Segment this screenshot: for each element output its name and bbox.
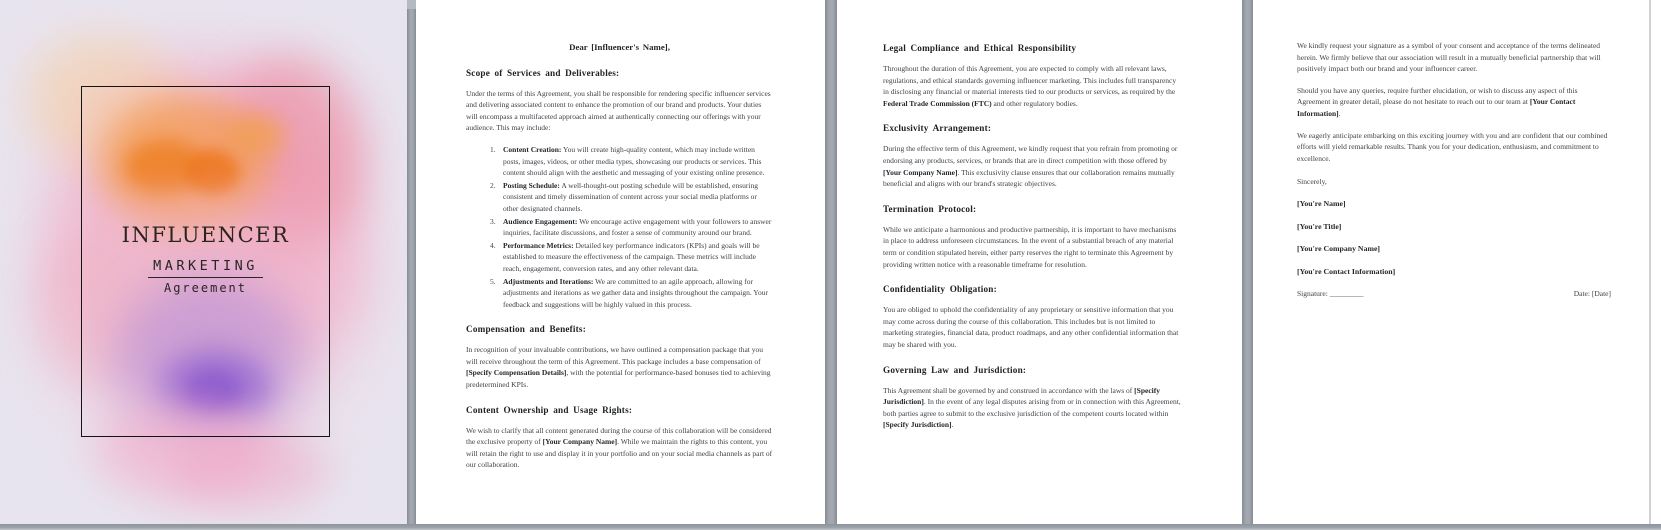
paragraph: While we anticipate a harmonious and productive partnership, it is important to have mechanisms in place to address unforeseen circumstances. In the event of a substantial breach of any material term or condition stipulated herein, either party reserves the right to terminate this Agreement by providing written notice with a reasonable timeframe for resolution. <box>883 224 1177 269</box>
cover-title: INFLUENCER <box>121 223 290 247</box>
pages-bottom-edge <box>0 524 1661 530</box>
text-segment: . <box>1338 108 1341 118</box>
paragraph <box>1297 85 1611 120</box>
date-label: Date: [Date] <box>1573 289 1611 299</box>
text-segment: and other regulatory bodies. <box>991 98 1078 108</box>
signature-row <box>1297 288 1611 300</box>
text-segment: Should you have any queries, require further elucidation, or wish to discuss any aspect of this Agreement in greater detail, please do not hesitate to reach out to our team at <box>1297 85 1578 107</box>
heading-content-ownership: Content Ownership and Usage Rights: <box>466 404 633 415</box>
heading-exclusivity: Exclusivity Arrangement: <box>883 123 992 134</box>
text-segment: [Specify Jurisdiction] <box>883 420 952 430</box>
list-number: 4. <box>490 240 496 250</box>
paragraph: We eagerly anticipate embarking on this exciting journey with you and are confident that our combined efforts will yield remarkable results. Thank you for your dedication, enthusiasm, and commitment to excellence. <box>1297 130 1608 163</box>
paragraph <box>883 385 1182 431</box>
paragraph: We kindly request your signature as a symbol of your consent and acceptance of the terms delineated herein. We firmly believe that our association will result in a mutually beneficial partnership that will positively impact both our brand and your influencer career. <box>1297 41 1601 74</box>
text-segment: We wish to clarify that all content generated during the course of this collaboration will be considered the exclusive property of <box>466 425 772 447</box>
cover-tagline: Agreement <box>163 281 248 295</box>
paragraph: Under the terms of this Agreement, you shall be responsible for rendering specific influencer services and delivering associated content to enhance the promotion of our brand and products. Your duties will encompass a multifaceted approach aimed at authentically connecting our offerings with your audience. This may include: <box>466 88 771 133</box>
text-segment: . In the event of any legal disputes arising from or in connection with this Agreement, both parties agree to submit to the exclusive jurisdiction of the competent courts located within <box>883 397 1181 418</box>
text-segment: During the effective term of this Agreement, we kindly request that you refrain from promoting or endorsing any products, services, or brands that are in direct competition with those offered by <box>883 144 1178 165</box>
list-item <box>490 240 773 275</box>
signer-title: [You're Title] <box>1297 221 1342 231</box>
text-segment: . This exclusivity clause ensures that our collaboration remains mutually beneficial and aligns with our brand's strategic objectives. <box>883 167 1175 189</box>
heading-compensation: Compensation and Benefits: <box>466 324 586 335</box>
list-number: 5. <box>490 276 496 286</box>
paragraph <box>466 344 773 390</box>
watercolor-pink-bottom <box>170 430 330 510</box>
signature-label: Signature: _________ <box>1297 289 1364 299</box>
signer-company: [You're Company Name] <box>1297 244 1381 254</box>
list-item-text: Content Creation: You will create high-quality content, which may include written posts, images, videos, or other media types, showcasing our products or services. This content should align with the aesthetic and messaging of your existing online presence. <box>503 144 765 178</box>
text-segment: In recognition of your invaluable contributions, we have outlined a compensation package that you will receive throughout the term of this Agreement. This package includes a base compensation of <box>466 345 763 366</box>
text-segment: [Your Company Name] <box>883 167 958 177</box>
list-item-text: Performance Metrics: Detailed key performance indicators (KPIs) and goals will be established to measure the effectiveness of the campaign. These metrics will include reach, engagement, conversion rates, and any other relevant data. <box>503 240 760 273</box>
cover-frame <box>81 86 330 437</box>
text-segment: [Specify Jurisdiction] <box>883 385 1161 407</box>
cover-page <box>0 0 407 524</box>
salutation: Dear [Influencer's Name], <box>569 42 670 52</box>
signer-contact: [You're Contact Information] <box>1297 266 1396 276</box>
paragraph <box>466 425 773 471</box>
signer-name: [You're Name] <box>1297 198 1346 208</box>
heading-termination: Termination Protocol: <box>883 203 977 214</box>
text-segment: [Your Company Name] <box>542 437 618 447</box>
page-gutter <box>825 0 837 524</box>
list-item <box>490 144 773 179</box>
numbered-list <box>490 144 773 310</box>
heading-legal-compliance: Legal Compliance and Ethical Responsibility <box>883 43 1077 53</box>
cover-subtitle: MARKETING <box>148 258 263 278</box>
paragraph <box>883 143 1182 189</box>
text-segment: [Your Contact Information] <box>1297 97 1576 118</box>
list-item-text: Posting Schedule: A well-thought-out posting schedule will be established, ensuring consistent and timely dissemination of content across your social media platforms or other designated channels. <box>503 180 758 213</box>
page-3 <box>837 0 1242 524</box>
list-item-text: Audience Engagement: We encourage active engagement with your followers to answer inquiries, facilitate discussions, and foster a sense of community around our brand. <box>503 216 772 238</box>
paragraph <box>883 63 1182 109</box>
text-segment: . <box>951 420 954 430</box>
gutter-cap <box>407 0 416 9</box>
closing: Sincerely, <box>1297 177 1327 187</box>
list-number: 3. <box>490 216 496 226</box>
text-segment: , with the potential for performance-based bonuses tied to achieving predetermined KPIs. <box>466 368 771 390</box>
list-item <box>490 180 773 215</box>
list-number: 2. <box>490 180 496 190</box>
text-segment: [Specify Compensation Details] <box>466 368 567 378</box>
list-number: 1. <box>490 144 496 154</box>
text-segment: Throughout the duration of this Agreement, you are expected to comply with all relevant laws, regulations, and ethical standards governing influencer marketing. This includes full transparency in disclosing any financial or material interests tied to our products or services, as required by the <box>883 64 1177 97</box>
text-segment: This Agreement shall be governed by and construed in accordance with the laws of <box>883 385 1135 395</box>
text-segment: Federal Trade Commission (FTC) <box>883 98 992 108</box>
list-item <box>490 276 773 311</box>
page-gutter <box>1242 0 1253 524</box>
paragraph: You are obliged to uphold the confidentiality of any proprietary or sensitive information that you may come across during the course of this collaboration. This includes but is not limited to marketing strategies, financial data, product roadmaps, and any other confidential information that may be shared with you. <box>883 305 1179 349</box>
text-segment: . While we maintain the rights to this content, you will retain the right to use and display it in your portfolio and on your social media channels as part of our collaboration. <box>466 437 773 470</box>
page-gutter <box>407 0 416 524</box>
list-item-text: Adjustments and Iterations: We are committed to an agile approach, allowing for adjustments and iterations as we gather data and insights throughout the campaign. Your feedback and suggestions will be highly valued in this process. <box>503 276 768 309</box>
list-item <box>490 216 773 239</box>
page-2 <box>416 0 825 524</box>
heading-scope-of-services: Scope of Services and Deliverables: <box>466 67 620 78</box>
heading-governing-law: Governing Law and Jurisdiction: <box>883 364 1027 375</box>
page-edge <box>1649 0 1651 524</box>
heading-confidentiality: Confidentiality Obligation: <box>883 284 997 295</box>
page-4 <box>1253 0 1649 524</box>
